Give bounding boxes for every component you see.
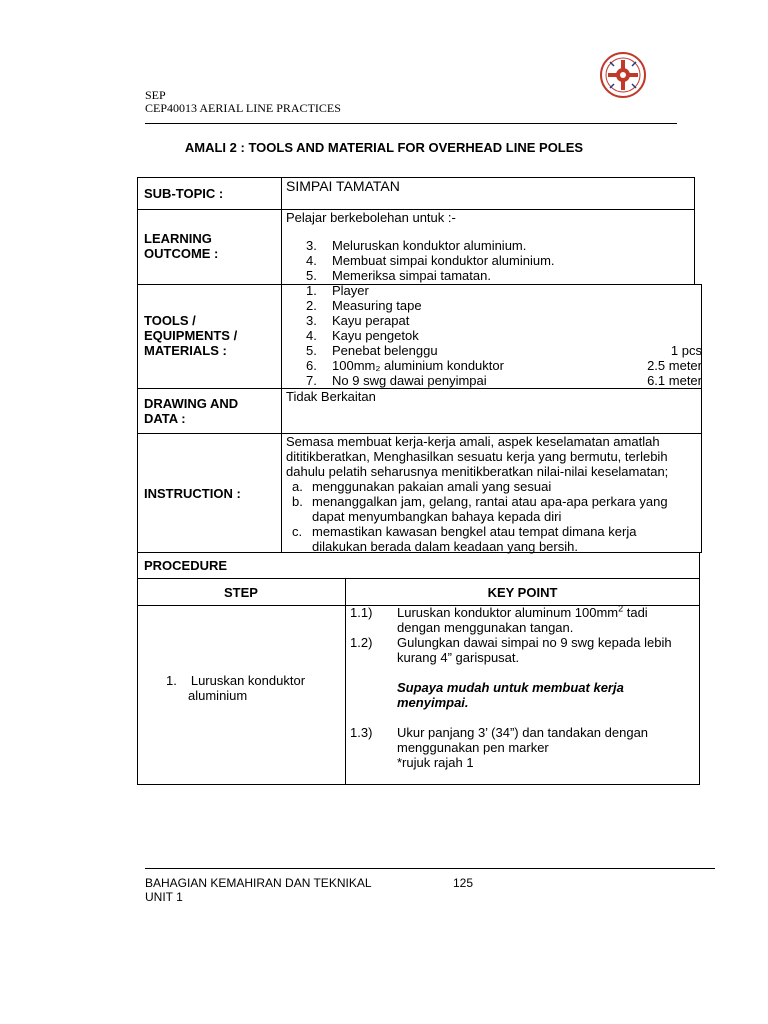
list-item: 1. Player (306, 283, 369, 298)
drawing-label: DRAWING AND DATA : (144, 396, 239, 426)
page-title: AMALI 2 : TOOLS AND MATERIAL FOR OVERHEAD LINE POLES (184, 140, 584, 155)
institution-logo-icon (598, 50, 648, 100)
keypoint-1-3: 1.3) Ukur panjang 3’ (34”) dan tandakan dengan menggunakan pen marker *rujuk rajah 1 (350, 725, 649, 770)
header-course-title: CEP40013 AERIAL LINE PRACTICES (145, 101, 341, 115)
learning-outcome-label: LEARNING OUTCOME : (144, 231, 219, 261)
list-item: 3. Meluruskan konduktor aluminium. (306, 238, 527, 253)
list-item: 4. Kayu pengetok (306, 328, 419, 343)
list-item: 5. Penebat belenggu 1 pcs (306, 343, 702, 358)
list-item: 7. No 9 swg dawai penyimpai 6.1 meter (306, 373, 702, 388)
instruction-text: Semasa membuat kerja-kerja amali, aspek keselamatan amatlah dititikberatkan, Menghasilkan sesuatu kerja yang bermutu, terlebih dahulu pelatih seharusnya menitikberatkan nilai-nilai keselamatan; a. menggunakan pakaian amali yang sesuai b. menanggalkan jam, gelang, rantai atau apa-apa perkara yang dapat menyumbangkan bahaya kepada diri c. memastikan kawasan bengkel atau tempat dimana kerja dilakukan berada dalam keadaan yang bersih. (286, 434, 696, 554)
list-item: c. memastikan kawasan bengkel atau tempat dimana kerja dilakukan berada dalam keadaan yang bersih. (292, 524, 637, 554)
list-item: 2. Measuring tape (306, 298, 422, 313)
step-1: 1. Luruskan konduktor aluminium (166, 673, 306, 703)
list-item: b. menanggalkan jam, gelang, rantai atau apa-apa perkara yang dapat menyumbangkan bahaya kepada diri (292, 494, 668, 524)
keypoint-list (350, 605, 695, 770)
list-item: 3. Kayu perapat (306, 313, 410, 328)
step-column-header: STEP (224, 585, 258, 600)
keypoint-1-2: 1.2) Gulungkan dawai simpai no 9 swg kepada lebih kurang 4” garispusat. (350, 635, 672, 665)
keypoint-column-header: KEY POINT (487, 585, 558, 600)
list-item: 6. 100mm₂ aluminium konduktor 2.5 meter (306, 358, 702, 373)
keypoint-1-1: 1.1) Luruskan konduktor aluminum $100mm^2$ tadi dengan menggunakan tangan. (350, 603, 648, 635)
learning-outcome-list (306, 238, 555, 283)
list-item: a. menggunakan pakaian amali yang sesuai (292, 479, 552, 494)
tools-label: TOOLS / EQUIPMENTS / MATERIALS : (144, 313, 238, 358)
list-item: 5. Memeriksa simpai tamatan. (306, 268, 491, 283)
learning-outcome-intro: Pelajar berkebolehan untuk :- (286, 210, 456, 225)
keypoint-note: Supaya mudah untuk membuat kerja menyimpai. (397, 680, 624, 710)
header-rule (145, 123, 677, 124)
tools-list (306, 283, 702, 388)
footer-unit: UNIT 1 (145, 890, 183, 904)
procedure-label: PROCEDURE (144, 558, 228, 573)
page-number: 125 (453, 876, 474, 890)
drawing-value: Tidak Berkaitan (286, 389, 376, 404)
footer-department: BAHAGIAN KEMAHIRAN DAN TEKNIKAL (145, 876, 372, 890)
subtopic-value: SIMPAI TAMATAN (286, 178, 400, 194)
footer-rule (145, 868, 715, 869)
list-item: 4. Membuat simpai konduktor aluminium. (306, 253, 555, 268)
subtopic-label: SUB-TOPIC : (144, 186, 224, 201)
instruction-label: INSTRUCTION : (144, 486, 241, 501)
header-line-1: SEP (145, 88, 166, 102)
